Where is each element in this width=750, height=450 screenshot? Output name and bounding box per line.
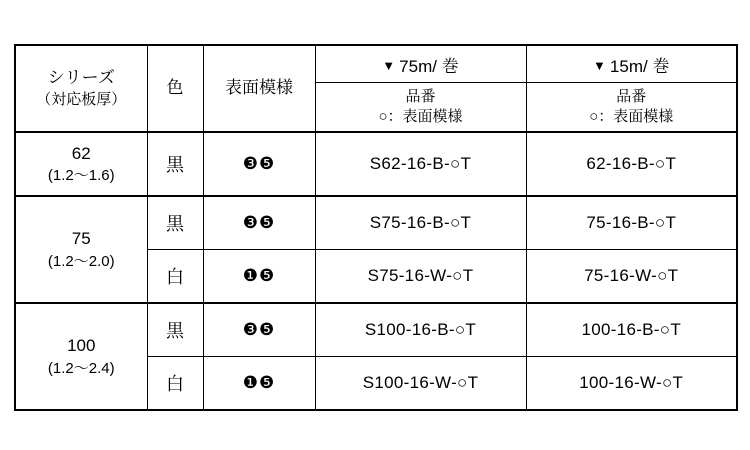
- header-group-75: [315, 45, 526, 83]
- cell-partno-15: 75-16-W-○T: [526, 250, 737, 304]
- header-series-line1: シリーズ: [47, 67, 115, 87]
- series-range: (1.2〜2.4): [47, 359, 115, 377]
- cell-partno-75: S62-16-B-○T: [315, 132, 526, 196]
- header-partno-75: [315, 83, 526, 133]
- cell-series-62: [15, 132, 147, 196]
- header-row-top: [15, 45, 737, 83]
- series-number: 100: [67, 336, 96, 356]
- series-number: 62: [71, 143, 91, 163]
- table-row: [15, 132, 737, 196]
- cell-color: 白: [147, 250, 203, 304]
- table-body: [15, 132, 737, 410]
- header-partno-15-line2: ○：表面模様: [589, 108, 674, 125]
- cell-partno-15: 100-16-W-○T: [526, 357, 737, 411]
- header-color: 色: [147, 45, 203, 132]
- cell-partno-75: S100-16-W-○T: [315, 357, 526, 411]
- header-series: [15, 45, 147, 132]
- series-range: (1.2〜1.6): [47, 167, 115, 185]
- cell-color: 黒: [147, 132, 203, 196]
- header-group-75-label: 75m/ 巻: [399, 56, 459, 76]
- series-number: 75: [71, 229, 91, 249]
- cell-pattern: ❶❺: [203, 250, 315, 304]
- cell-pattern: ❶❺: [203, 357, 315, 411]
- specification-table: [14, 44, 738, 411]
- cell-series-100: [15, 303, 147, 410]
- cell-partno-15: 62-16-B-○T: [526, 132, 737, 196]
- cell-partno-75: S75-16-B-○T: [315, 196, 526, 250]
- cell-series-75: [15, 196, 147, 303]
- spec-table-container: [14, 44, 736, 411]
- header-partno-75-line2: ○：表面模様: [378, 108, 463, 125]
- series-range: (1.2〜2.0): [47, 252, 115, 270]
- header-group-15-label: 15m/ 巻: [609, 56, 670, 76]
- header-group-15: [526, 45, 737, 83]
- triangle-marker-icon: ▼: [382, 57, 396, 73]
- cell-color: 黒: [147, 196, 203, 250]
- header-partno-15: [526, 83, 737, 133]
- cell-color: 黒: [147, 303, 203, 357]
- table-row: [15, 196, 737, 250]
- header-pattern: 表面模様: [203, 45, 315, 132]
- cell-partno-75: S100-16-B-○T: [315, 303, 526, 357]
- cell-partno-15: 100-16-B-○T: [526, 303, 737, 357]
- header-series-line2: （対応板厚）: [36, 90, 127, 108]
- triangle-marker-icon: ▼: [593, 57, 606, 73]
- cell-pattern: ❸❺: [203, 303, 315, 357]
- cell-partno-15: 75-16-B-○T: [526, 196, 737, 250]
- header-partno-75-line1: 品番: [405, 87, 436, 105]
- header-partno-15-line1: 品番: [616, 87, 647, 105]
- cell-pattern: ❸❺: [203, 196, 315, 250]
- table-head: [15, 45, 737, 132]
- cell-color: 白: [147, 357, 203, 411]
- table-row: [15, 303, 737, 357]
- cell-pattern: ❸❺: [203, 132, 315, 196]
- cell-partno-75: S75-16-W-○T: [315, 250, 526, 304]
